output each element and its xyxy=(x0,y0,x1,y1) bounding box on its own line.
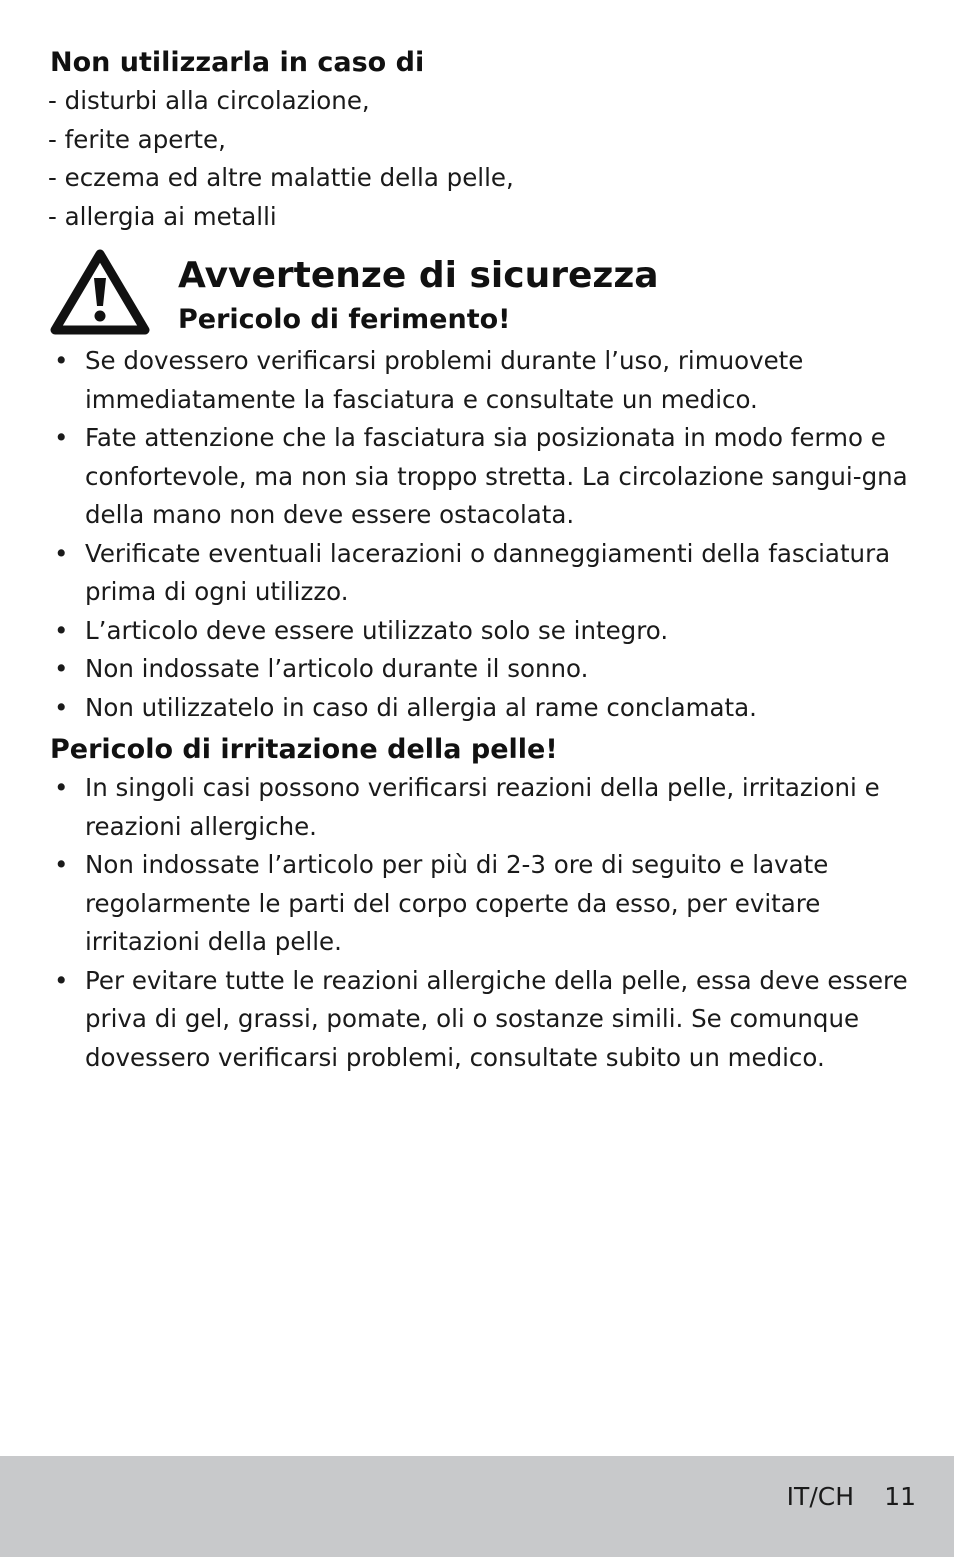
list-item: • Se dovessero verificarsi problemi durante l’uso, rimuovete immediatamente la fasciatura e consultate un medico. xyxy=(50,342,910,419)
list-item: • Non utilizzatelo in caso di allergia al rame conclamata. xyxy=(50,689,910,728)
list-item: • Non indossate l’articolo per più di 2-3 ore di seguito e lavate regolarmente le parti del corpo coperte da esso, per evitare irritazioni della pelle. xyxy=(50,846,910,962)
skin-heading: Pericolo di irritazione della pelle! xyxy=(50,734,558,765)
list-item: - allergia ai metalli xyxy=(48,198,910,237)
warning-title: Avvertenze di sicurezza xyxy=(178,255,659,296)
list-item: • Per evitare tutte le reazioni allergiche della pelle, essa deve essere priva di gel, grassi, pomate, oli o sostanze simili. Se comunque dovessero verificarsi problemi, consultate subito un medico. xyxy=(50,962,910,1078)
contraindications-heading: Non utilizzarla in caso di xyxy=(50,47,425,78)
list-item: - eczema ed altre malattie della pelle, xyxy=(48,159,910,198)
list-item: • Non indossate l’articolo durante il sonno. xyxy=(50,650,910,689)
page-footer xyxy=(0,1456,954,1557)
list-item: - ferite aperte, xyxy=(48,121,910,160)
language-code: IT/CH xyxy=(786,1482,854,1511)
page-number: 11 xyxy=(884,1482,916,1511)
injury-list xyxy=(50,342,910,727)
warning-subtitle: Pericolo di ferimento! xyxy=(178,304,511,335)
skin-section xyxy=(50,731,910,1077)
warning-block xyxy=(50,244,910,342)
list-item: • In singoli casi possono verificarsi reazioni della pelle, irritazioni e reazioni allergiche. xyxy=(50,769,910,846)
list-item: • Verificate eventuali lacerazioni o danneggiamenti della fasciatura prima di ogni utilizzo. xyxy=(50,535,910,612)
skin-list xyxy=(50,769,910,1077)
list-item: • Fate attenzione che la fasciatura sia posizionata in modo fermo e confortevole, ma non sia troppo stretta. La circolazione sangui-gna della mano non deve essere ostacolata. xyxy=(50,419,910,535)
warning-triangle-icon xyxy=(50,248,150,336)
list-item: - disturbi alla circolazione, xyxy=(48,82,910,121)
list-item: • L’articolo deve essere utilizzato solo se integro. xyxy=(50,612,910,651)
page-content xyxy=(50,44,910,1077)
contraindications-list xyxy=(50,82,910,236)
